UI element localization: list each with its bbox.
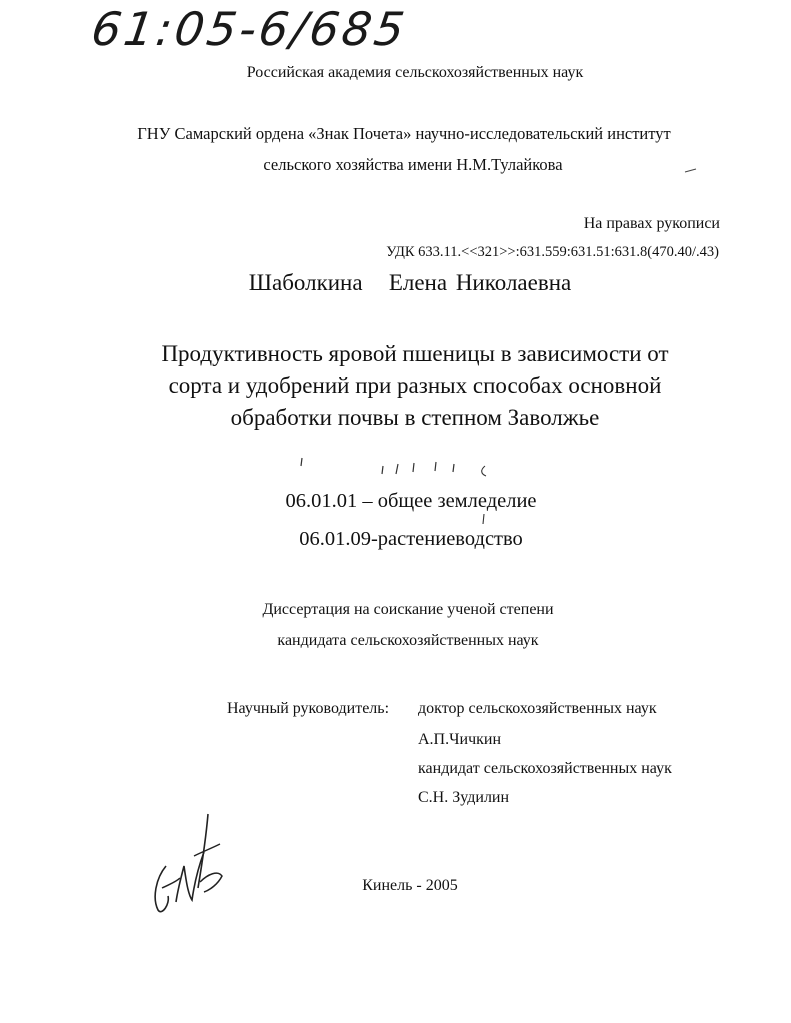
supervisor-label: Научный руководитель: xyxy=(227,700,390,717)
dissertation-degree-line2: кандидата сельскохозяйственных наук xyxy=(277,632,539,649)
supervisor-degree-2: кандидат сельскохозяйственных наук xyxy=(418,760,672,777)
manuscript-rights: На правах рукописи xyxy=(583,215,720,232)
institute-name-line1: ГНУ Самарский ордена «Знак Почета» научно-исследовательский институт xyxy=(137,124,671,143)
handwritten-signature-icon xyxy=(148,808,224,918)
author-name: Шаболкина Елена Николаевна xyxy=(248,270,572,295)
specialty-code-1: 06.01.01 – общее земледелие xyxy=(285,490,537,512)
city-year: Кинель - 2005 xyxy=(362,877,458,894)
supervisor-name-2: С.Н. Зудилин xyxy=(418,789,510,806)
supervisor-name-1: А.П.Чичкин xyxy=(418,731,502,748)
title-line: Продуктивность яровой пшеницы в зависимости от xyxy=(161,341,669,366)
title-line: обработки почвы в степном Заволжье xyxy=(230,405,600,430)
academy-name: Российская академия сельскохозяйственных наук xyxy=(246,64,584,81)
specialty-code-2: 06.01.09-растениеводство xyxy=(299,528,523,550)
dissertation-title xyxy=(0,338,791,434)
archive-number: 61:05-6/685 xyxy=(88,2,411,56)
institute-name-line2: сельского хозяйства имени Н.М.Тулайкова xyxy=(263,155,563,174)
stray-dash-mark xyxy=(684,166,698,174)
supervisor-degree-1: доктор сельскохозяйственных наук xyxy=(418,700,657,717)
udc-code: УДК 633.11.<<321>>:631.559:631.51:631.8(470.40/.43) xyxy=(386,244,719,260)
dissertation-degree-line1: Диссертация на соискание ученой степени xyxy=(262,601,554,618)
title-line: сорта и удобрений при разных способах основной xyxy=(168,373,662,398)
